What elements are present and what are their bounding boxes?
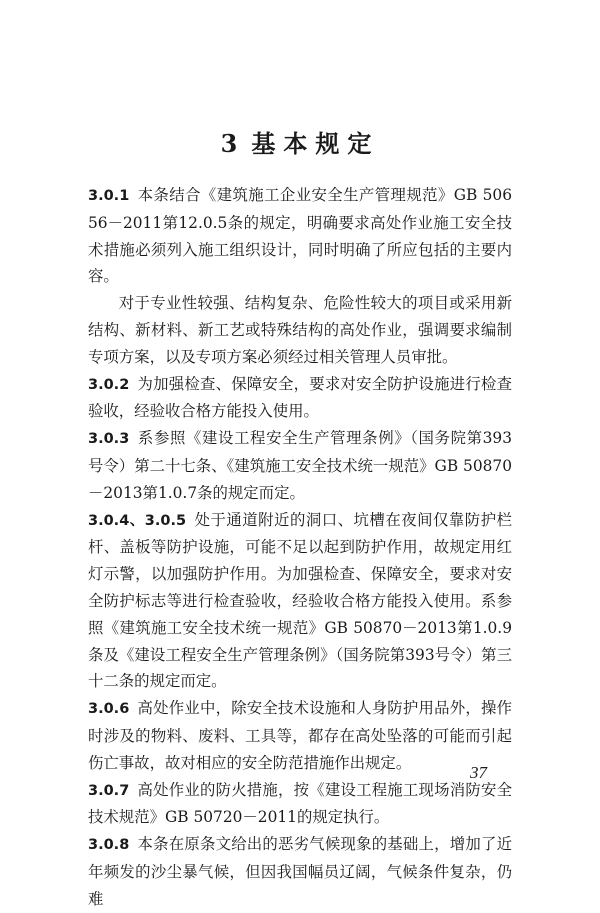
chapter-heading [0, 124, 600, 159]
clause-number: 3.0.6 [88, 701, 130, 718]
clause-paragraph [88, 695, 512, 776]
clause-text: 高处作业中，除安全技术设施和人身防护用品外，操作时涉及的物料、废料、工具等，都存在高处坠落的可能而引起伤亡事故，故对相应的安全防范措施作出规定。 [88, 699, 512, 772]
chapter-number: 3 [220, 129, 238, 158]
clause-paragraph [88, 182, 512, 290]
clause-number: 3.0.8 [88, 837, 130, 854]
indented-paragraph [88, 290, 512, 370]
body-text [88, 182, 512, 913]
clause-number: 3.0.7 [88, 782, 130, 799]
clause-paragraph [88, 507, 512, 696]
clause-text: 高处作业的防火措施，按《建设工程施工现场消防安全技术规范》GB 50720－2011的规定执行。 [88, 780, 512, 827]
clause-text: 对于专业性较强、结构复杂、危险性较大的项目或采用新结构、新材料、新工艺或特殊结构的高处作业，强调要求编制专项方案，以及专项方案必须经过相关管理人员审批。 [88, 294, 512, 366]
clause-text: 本条在原条文给出的恶劣气候现象的基础上，增加了近年频发的沙尘暴气候，但因我国幅员辽阔，气候条件复杂，仍难 [88, 835, 512, 908]
chapter-title-text: 基本规定 [251, 129, 380, 158]
clause-paragraph [88, 777, 512, 832]
clause-paragraph [88, 425, 512, 506]
clause-text: 本条结合《建筑施工企业安全生产管理规范》GB 50656－2011第12.0.5条的规定，明确要求高处作业施工安全技术措施必须列入施工组织设计，同时明确了所应包括的主要内容。 [88, 186, 512, 286]
clause-text: 系参照《建设工程安全生产管理条例》（国务院第393号令）第二十七条、《建筑施工安全技术统一规范》GB 50870－2013第1.0.7条的规定而定。 [88, 429, 512, 502]
clause-number: 3.0.4、3.0.5 [88, 512, 187, 529]
clause-number: 3.0.3 [88, 431, 130, 448]
clause-paragraph [88, 371, 512, 426]
page-number: 37 [470, 763, 487, 782]
clause-number: 3.0.1 [88, 188, 130, 204]
clause-paragraph [88, 831, 512, 912]
clause-number: 3.0.2 [88, 376, 130, 393]
clause-text: 为加强检查、保障安全，要求对安全防护设施进行检查验收，经验收合格方能投入使用。 [88, 374, 512, 421]
clause-text: 处于通道附近的洞口、坑槽在夜间仅靠防护栏杆、盖板等防护设施，可能不足以起到防护作用，故规定用红灯示警，以加强防护作用。为加强检查、保障安全，要求对安全防护标志等进行检查验收，经验收合格方能投入使用。系参照《建筑施工安全技术统一规范》GB 50870－2013第1.0.9条及《建设工程安全生产管理条例》（国务院第393号令）第三十二条的规定而定。 [88, 510, 512, 691]
